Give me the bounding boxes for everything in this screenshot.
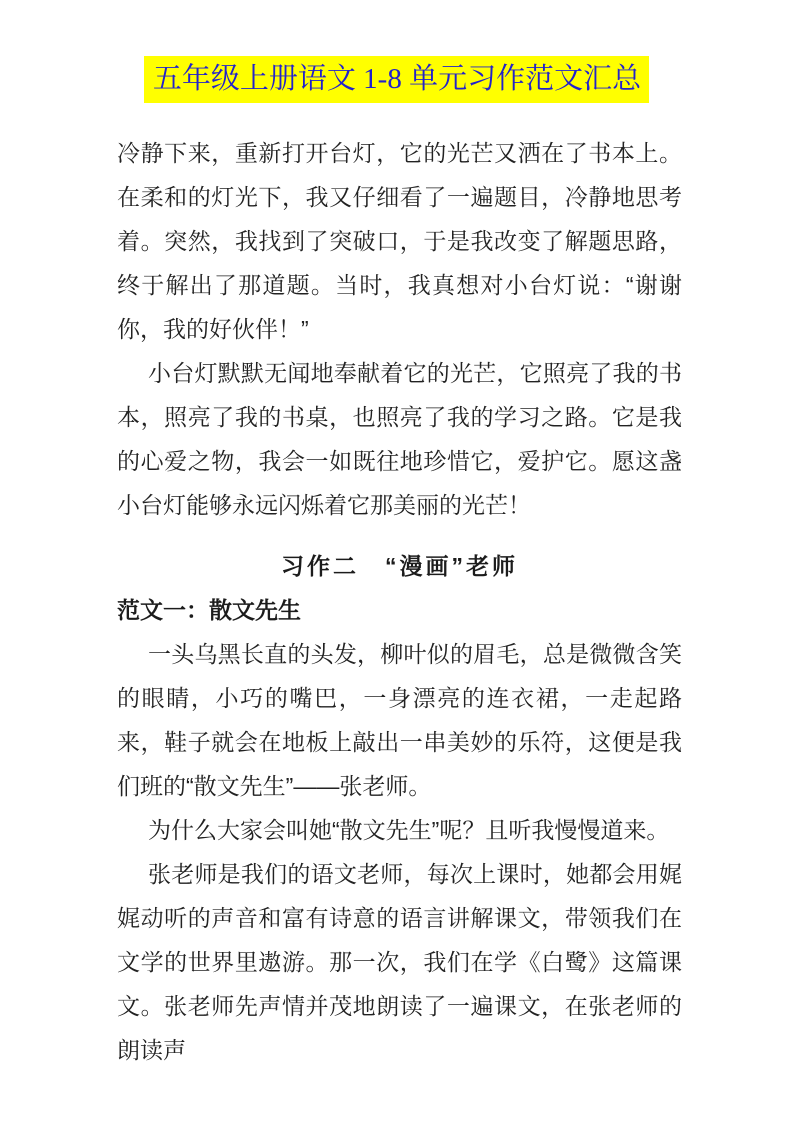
document-body [117,131,682,1072]
paragraph-lamp-conclusion: 小台灯默默无闻地奉献着它的光芒，它照亮了我的书本，照亮了我的书桌，也照亮了我的学习之路。它是我的心爱之物，我会一如既往地珍惜它，爱护它。愿这盏小台灯能够永远闪烁着它那美丽的光芒！ [117,360,682,518]
paragraph-teacher-lesson: 张老师是我们的语文老师，每次上课时，她都会用娓娓动听的声音和富有诗意的语言讲解课文，带领我们在文学的世界里遨游。那一次，我们在学《白鹭》这篇课文。张老师先声情并茂地朗读了一遍课文，在张老师的朗读声 [117,861,682,1063]
section-heading: 习作二 “漫画”老师 [281,553,518,579]
title-row [0,0,793,103]
paragraph-teacher-appearance: 一头乌黑长直的头发，柳叶似的眉毛，总是微微含笑的眼睛，小巧的嘴巴，一身漂亮的连衣裙，一走起路来，鞋子就会在地板上敲出一串美妙的乐符，这便是我们班的“散文先生”——张老师。 [117,641,682,799]
paragraph-teacher-question: 为什么大家会叫她“散文先生”呢？且听我慢慢道来。 [148,817,670,843]
sample-essay-subheading: 范文一：散文先生 [117,597,301,623]
paragraph-lamp-continuation: 冷静下来，重新打开台灯，它的光芒又洒在了书本上。在柔和的灯光下，我又仔细看了一遍题目，冷静地思考着。突然，我找到了突破口，于是我改变了解题思路，终于解出了那道题。当时，我真想对小台灯说：“谢谢你，我的好伙伴！” [117,140,682,342]
page-title: 五年级上册语文 1-8 单元习作范文汇总 [144,56,649,103]
